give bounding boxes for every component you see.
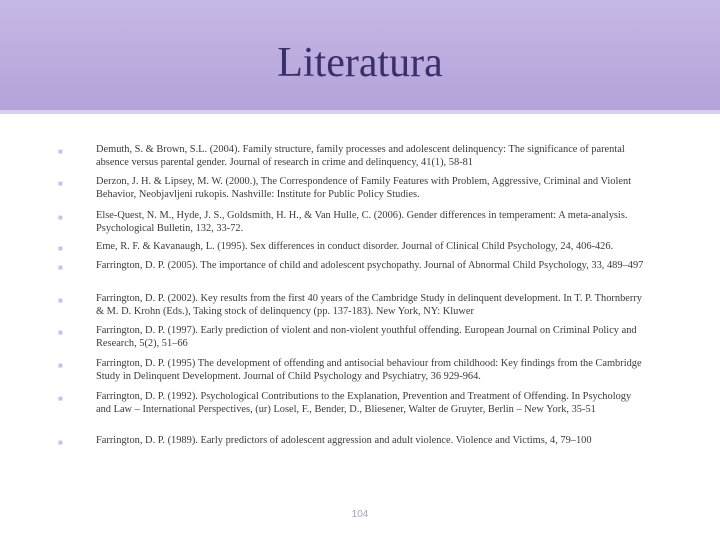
title-band-divider [0,110,720,114]
reference-text: Derzon, J. H. & Lipsey, M. W. (2000.), The Correspondence of Family Features with Problem, Aggressive, Criminal and Violent Behavior, Neobjavljeni rukopis. Nashville: Institute for Public Policy Studies. [96,176,632,201]
bullet-icon: ■ [58,438,63,447]
slide-title: Literatura [277,40,443,86]
page-number: 104 [351,509,369,520]
bullet-icon: ■ [58,328,63,337]
reference-text: Else-Quest, N. M., Hyde, J. S., Goldsmith, H. H., & Van Hulle, C. (2006). Gender differences in temperament: A meta-analysis. Psychological Bulletin, 132, 33-72. [96,210,628,235]
reference-text: Farrington, D. P. (1989). Early predictors of adolescent aggression and adult violence. Violence and Victims, 4, 79–100 [96,435,592,446]
reference-text: Farrington, D. P. (1992). Psychological Contributions to the Explanation, Prevention and Treatment of Offending. In Psychology and Law – International Perspectives, (ur) Losel, F., Bender, D., Bliesener, Walter de Gruyter, Berlin – New York, 35-51 [96,391,632,416]
bullet-icon: ■ [58,263,63,272]
bullet-icon: ■ [58,361,63,370]
bullet-icon: ■ [58,244,63,253]
bullet-icon: ■ [58,147,63,156]
reference-text: Farrington, D. P. (1997). Early prediction of violent and non-violent youthful offending. European Journal on Criminal Policy and Research, 5(2), 51–66 [96,325,637,350]
bullet-icon: ■ [58,179,63,188]
reference-text: Eme, R. F. & Kavanaugh, L. (1995). Sex differences in conduct disorder. Journal of Clinical Child Psychology, 24, 406-426. [96,241,614,252]
reference-text: Demuth, S. & Brown, S.L. (2004). Family structure, family processes and adolescent delinquency: The significance of parental absence versus parental gender. Journal of research in crime and delinquency, 41(1), 58-81 [96,144,625,169]
reference-text: Farrington, D. P. (2002). Key results from the first 40 years of the Cambridge Study in delinquent development. In T. P. Thornberry & M. D. Krohn (Eds.), Taking stock of delinquency (pp. 137-183). New York, NY: Kluwer [96,293,642,318]
bullet-icon: ■ [58,213,63,222]
reference-text: Farrington, D. P. (1995) The development of offending and antisocial behaviour from childhood: Key findings from the Cambridge Study in Delinquent Development. Journal of Child Psychology and Psychiatry, 36 929-964. [96,358,642,383]
bullet-icon: ■ [58,394,63,403]
reference-text: Farrington, D. P. (2005). The importance of child and adolescent psychopathy. Journal of Abnormal Child Psychology, 33, 489–497 [96,260,644,271]
bullet-icon: ■ [58,296,63,305]
